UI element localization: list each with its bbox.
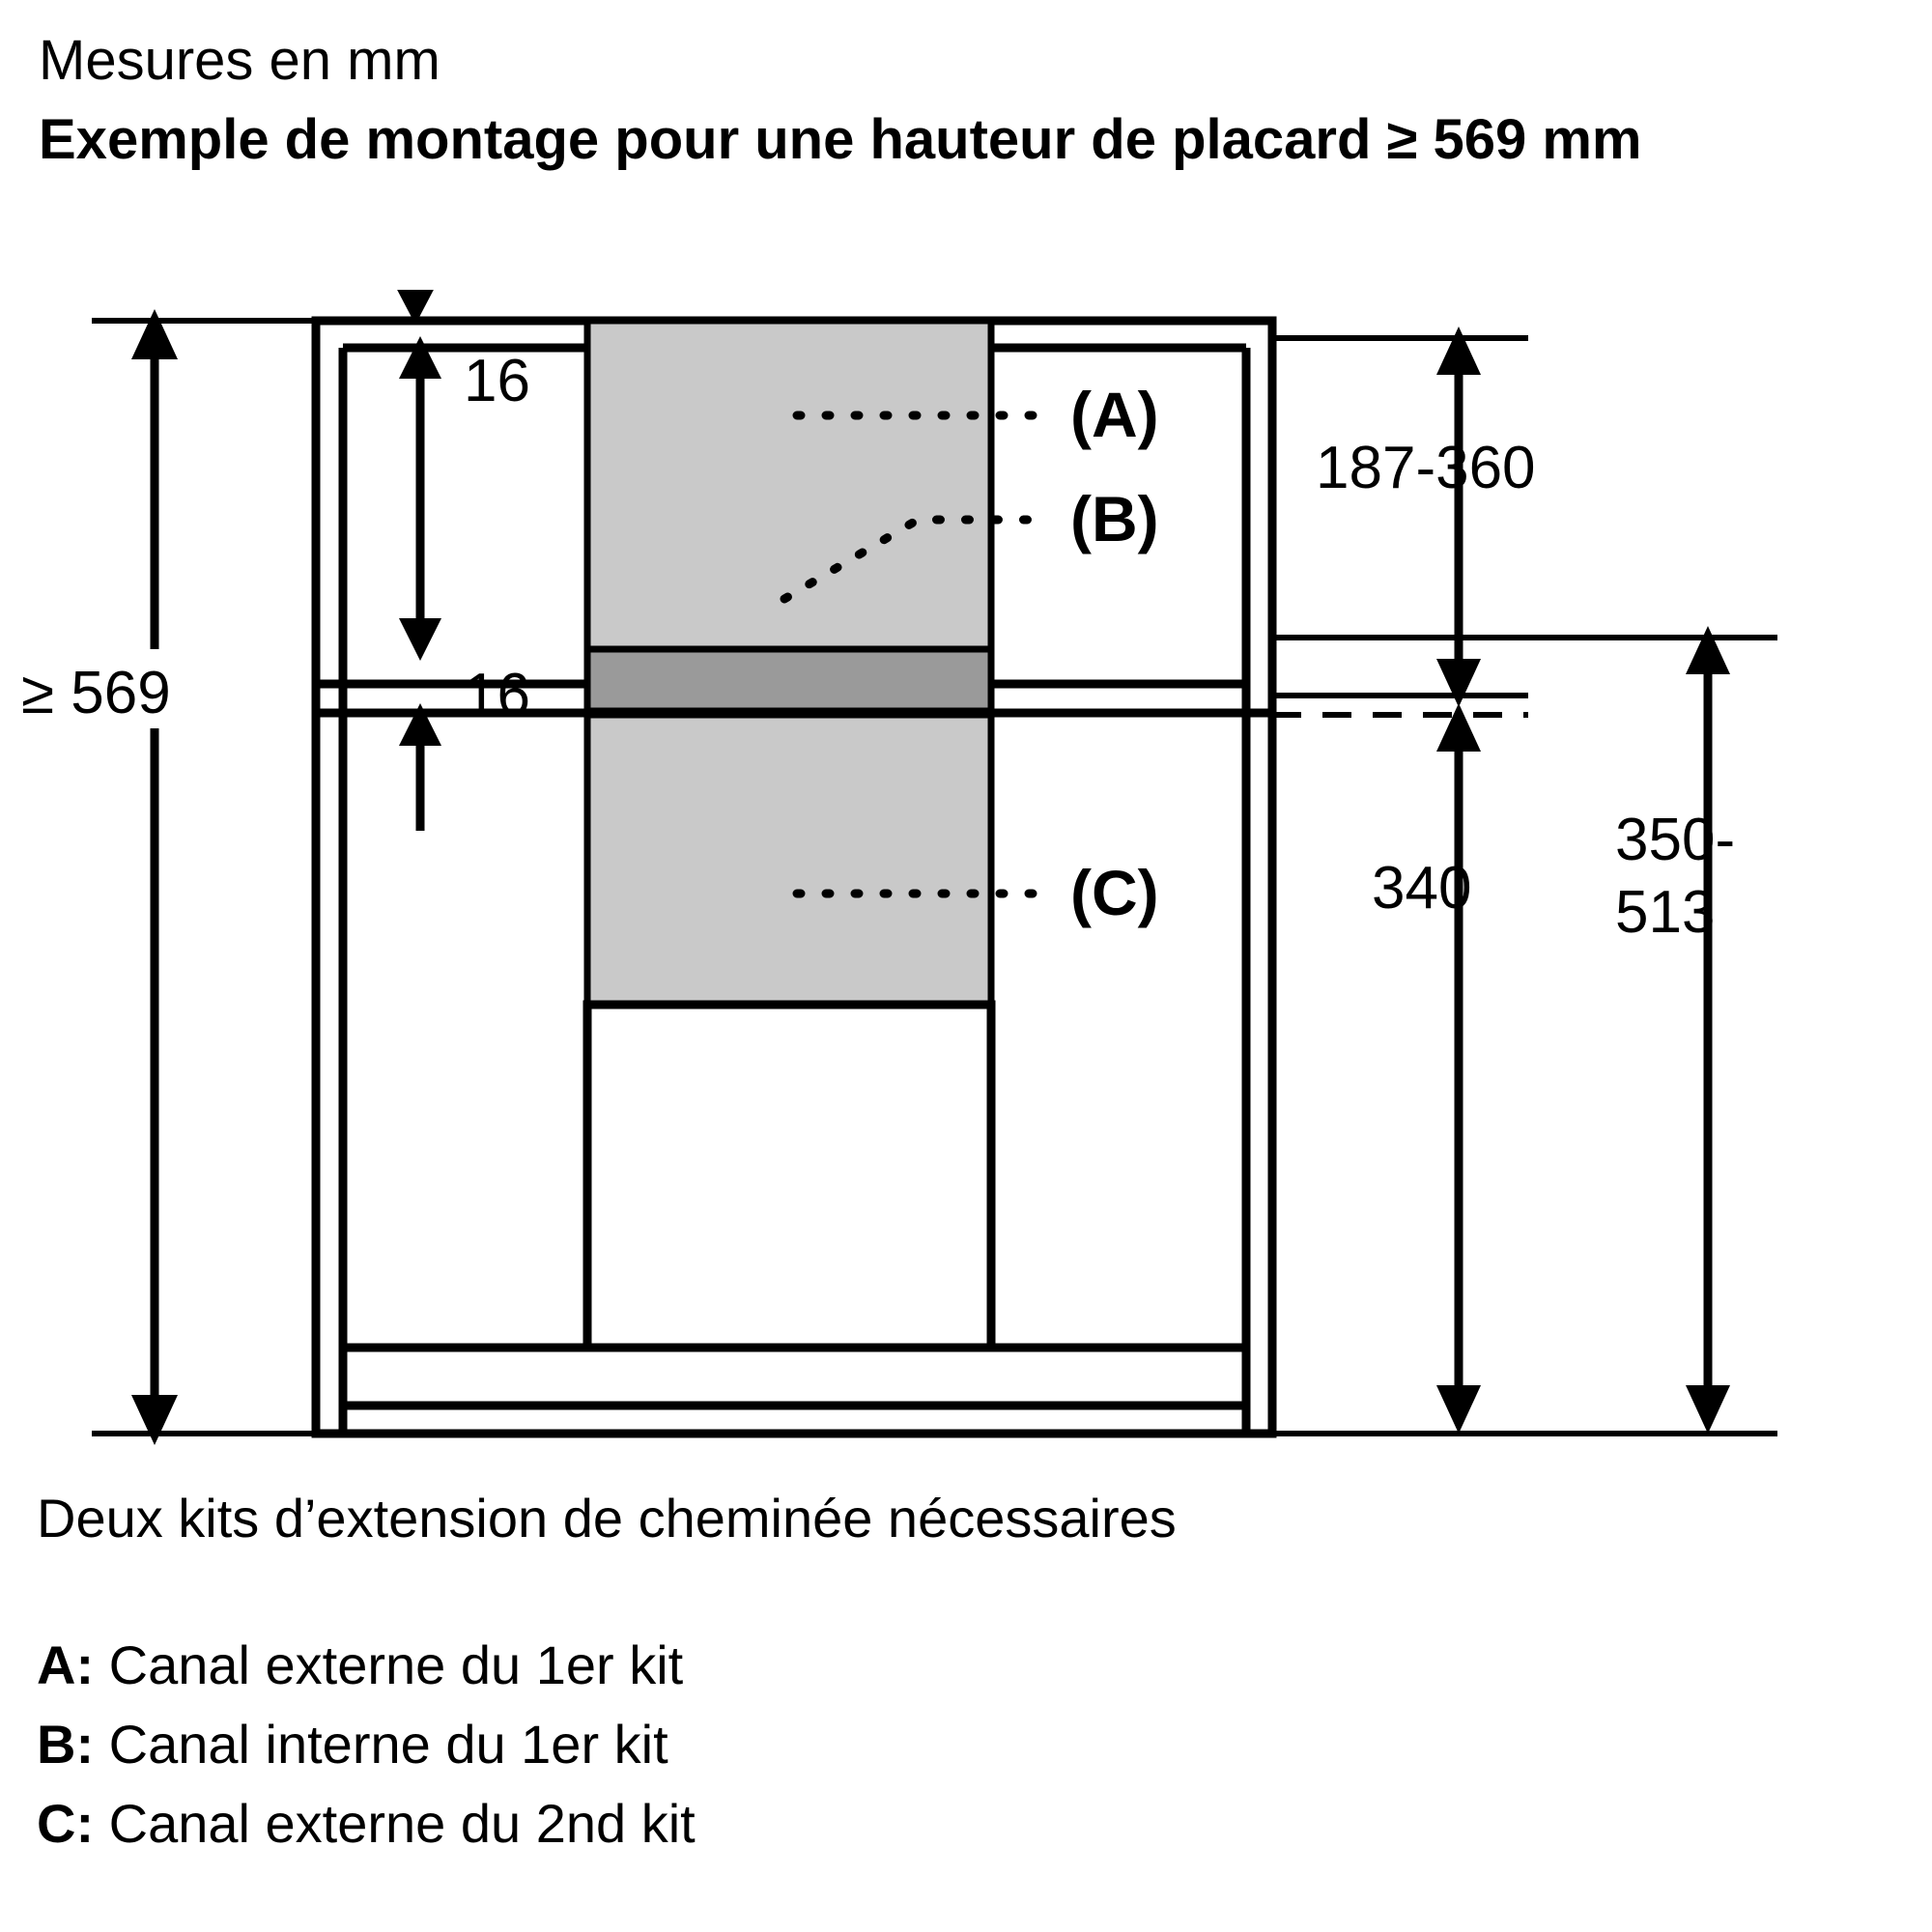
legend-a-text: Canal externe du 1er kit — [94, 1634, 684, 1695]
diagram-svg — [0, 290, 1932, 1488]
legend-c-key: C: — [37, 1793, 95, 1854]
dimension-350-513 — [1272, 626, 1777, 1434]
chimney-body — [587, 1005, 991, 1348]
page-subtitle: Mesures en mm — [39, 29, 440, 92]
page-title: Exemple de montage pour une hauteur de placard ≥ 569 mm — [39, 108, 1642, 171]
legend-b-key: B: — [37, 1714, 95, 1775]
dimension-187-360 — [1272, 327, 1536, 707]
callout-b-label: (B) — [1070, 483, 1159, 554]
legend-a-key: A: — [37, 1634, 95, 1695]
legend-b-text: Canal interne du 1er kit — [94, 1714, 668, 1775]
footer-legend-c — [37, 1791, 1776, 1856]
dimension-total-height — [17, 309, 316, 1445]
label-350-513-line2: 513 — [1615, 879, 1716, 946]
label-350-513-line1: 350- — [1615, 807, 1736, 873]
legend-c-text: Canal externe du 2nd kit — [94, 1793, 696, 1854]
duct-b-inner — [587, 649, 991, 711]
duct-c-lower-outer — [587, 715, 991, 1005]
footer-kits-note: Deux kits d’extension de cheminée nécessaires — [37, 1488, 1177, 1548]
callout-a-label: (A) — [1070, 379, 1159, 450]
label-16-upper: 16 — [464, 348, 530, 414]
label-total-height: ≥ 569 — [21, 660, 171, 726]
label-187-360: 187-360 — [1316, 435, 1536, 501]
dimension-340 — [1272, 703, 1528, 1434]
footer-legend-b — [37, 1712, 1776, 1776]
footer-legend-a — [37, 1633, 1776, 1697]
label-340: 340 — [1372, 855, 1472, 922]
installation-diagram — [0, 290, 1932, 1488]
callout-c-label: (C) — [1070, 857, 1159, 928]
dimension-16-upper — [399, 336, 530, 661]
label-16-lower: 16 — [464, 662, 530, 728]
